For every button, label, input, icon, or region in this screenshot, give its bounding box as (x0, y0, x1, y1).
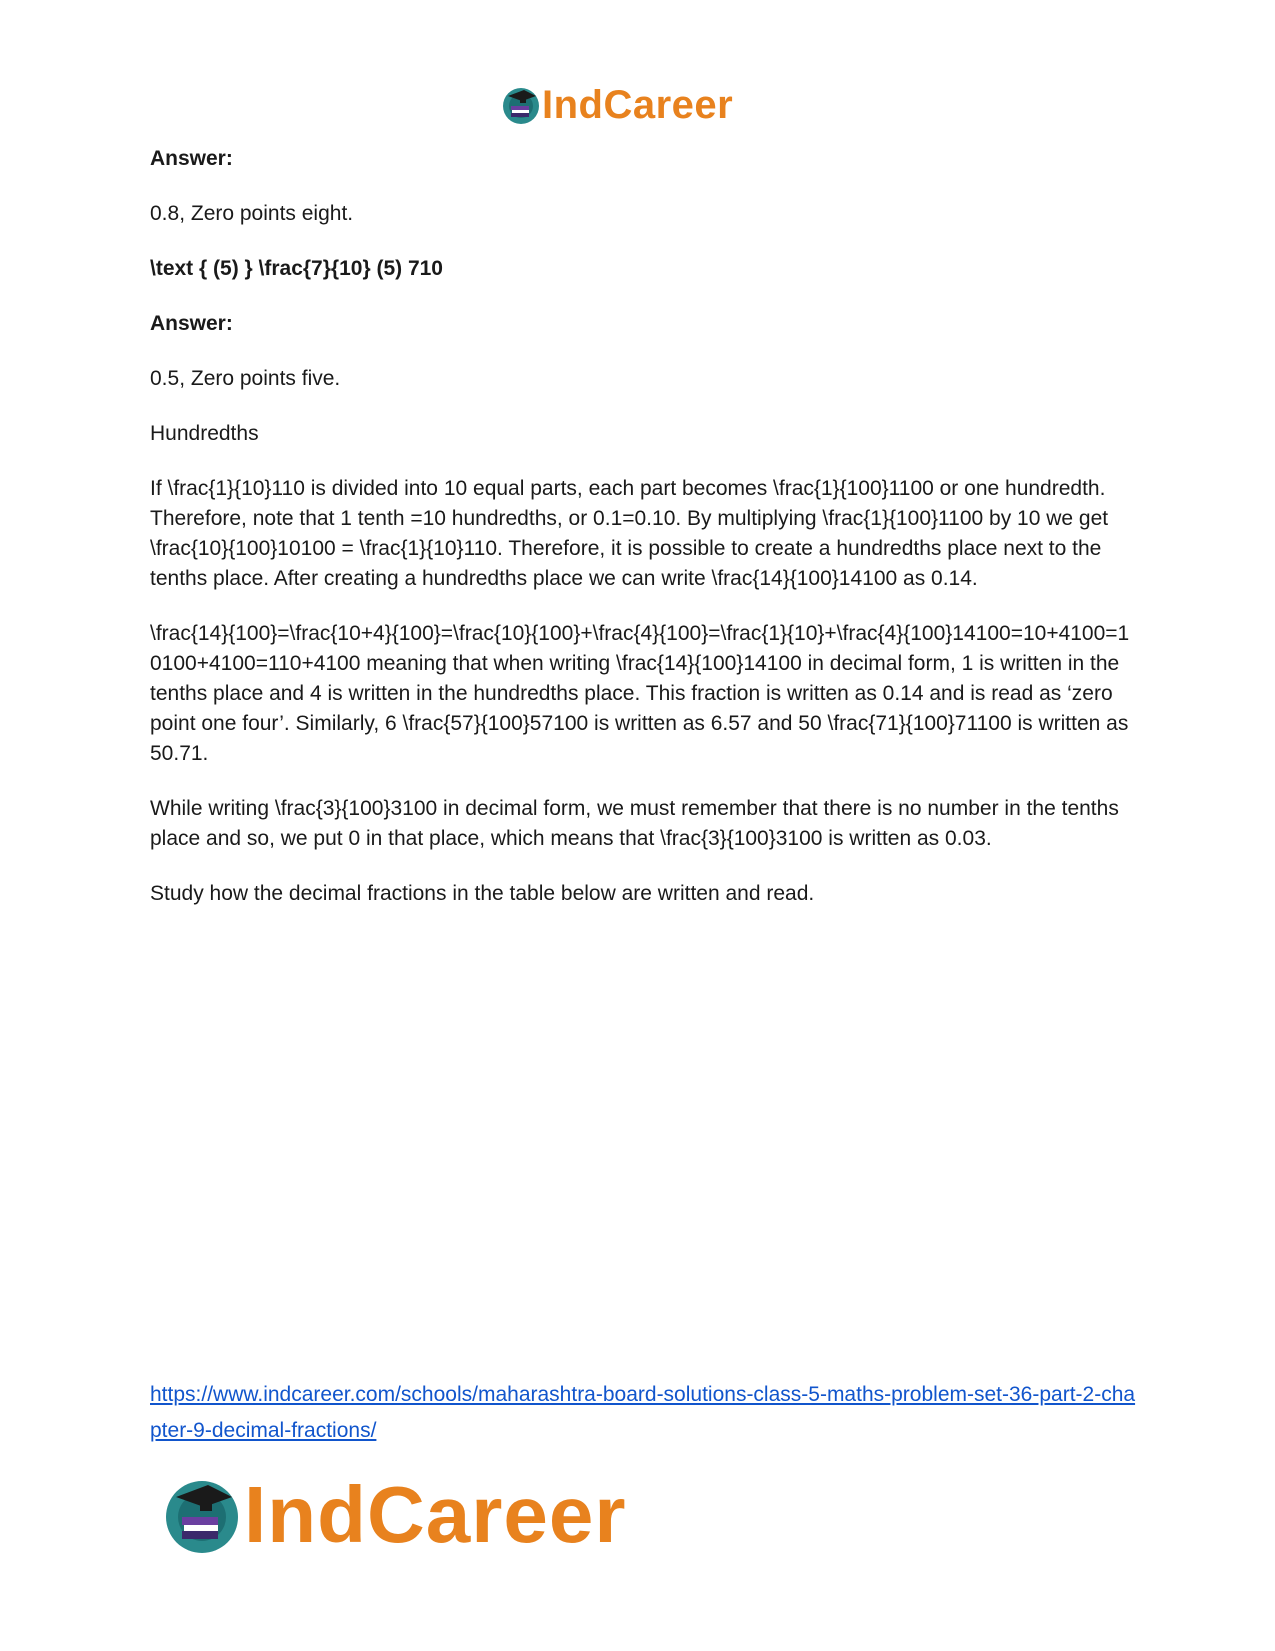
answer-text: 0.8, Zero points eight. (150, 202, 354, 225)
brand-wordmark: IndCareer (244, 1470, 627, 1559)
header-logo (500, 80, 780, 130)
brand-wordmark: IndCareer (542, 83, 734, 127)
answer-label: Answer: (150, 312, 233, 335)
answer-label: Answer: (150, 147, 233, 170)
answer-text: 0.5, Zero points five. (150, 367, 341, 390)
source-url-link[interactable]: https://www.indcareer.com/schools/maharashtra-board-solutions-class-5-maths-problem-set-36-part-2-chapter-9-decimal-fractions/ (150, 1383, 1136, 1442)
question-heading: \text { (5) } \frac{7}{10} (5) 710 (150, 257, 443, 280)
globe-graduation-cap-icon (160, 1473, 244, 1557)
paragraph: If \frac{1}{10}110 is divided into 10 equal parts, each part becomes \frac{1}{100}1100 or one hundredth. Therefore, note that 1 tenth =10 hundredths, or 0.1=0.10. By multiplying \frac{1}{100}1100 by 10 we get \frac{10}{100}10100 = \frac{1}{10}110. Therefore, it is possible to create a hundredths place next to the tenths place. After creating a hundredths place we can write \frac{14}{100}14100 as 0.14. (150, 477, 1109, 590)
paragraph: \frac{14}{100}=\frac{10+4}{100}=\frac{10}{100}+\frac{4}{100}=\frac{1}{10}+\frac{4}{100}14100=10+4100=10100+4100=110+4100 meaning that when writing \frac{14}{100}14100 in decimal form, 1 is written in the tenths place and 4 is written in the hundredths place. This fraction is written as 0.14 and is read as ‘zero point one four’. Similarly, 6 \frac{57}{100}57100 is written as 6.57 and 50 \frac{71}{100}71100 is written as 50.71. (150, 622, 1130, 765)
footer-logo (160, 1465, 720, 1565)
paragraph: While writing \frac{3}{100}3100 in decimal form, we must remember that there is no number in the tenths place and so, we put 0 in that place, which means that \frac{3}{100}3100 is written as 0.03. (150, 797, 1119, 850)
section-heading: Hundredths (150, 422, 259, 445)
document-body (150, 144, 1130, 934)
paragraph: Study how the decimal fractions in the table below are written and read. (150, 882, 815, 905)
globe-graduation-cap-icon (500, 84, 542, 126)
